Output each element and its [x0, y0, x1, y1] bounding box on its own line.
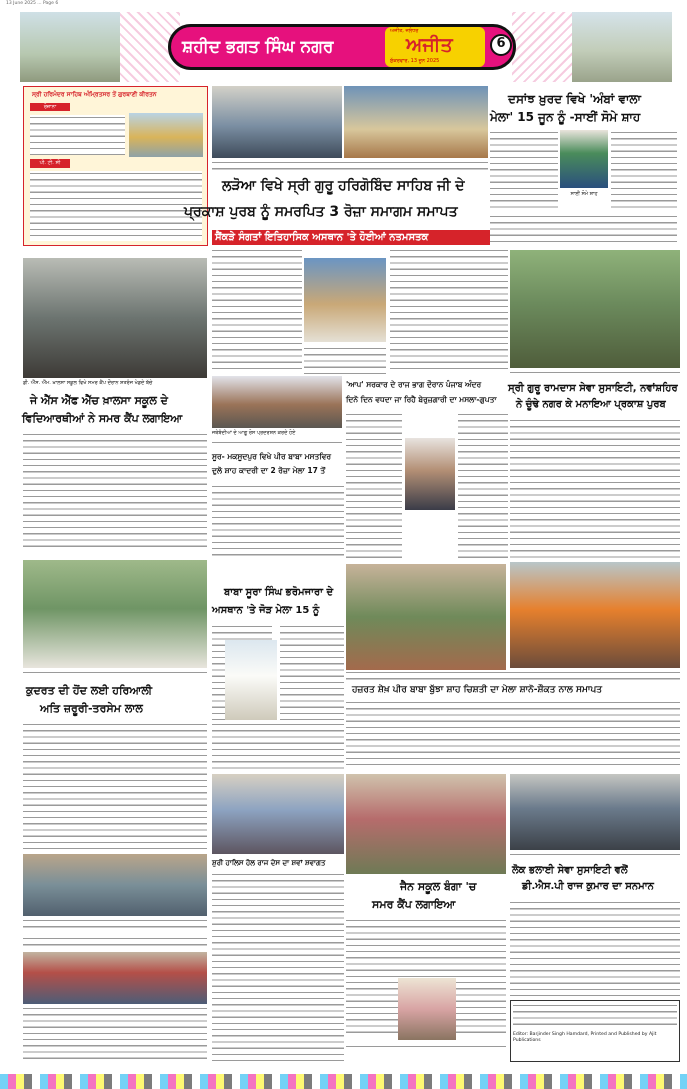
protest-caption: ਜਥੇਬੰਦੀਆਂ ਦੇ ਆਗੂ ਰੋਸ ਪ੍ਰਦਰਸ਼ਨ ਕਰਦੇ ਹੋਏ	[212, 430, 296, 436]
hazrat-photo-2	[510, 562, 680, 668]
main-subhead: ਸੈਂਕੜੇ ਸੰਗਤਾਂ ਇਤਿਹਾਸਿਕ ਅਸਥਾਨ 'ਤੇ ਹੋਈਆਂ ਨਤਮਸਤਕ	[215, 232, 429, 243]
kirtan-caption	[212, 160, 488, 172]
gupta-portrait	[405, 438, 455, 510]
gurbani-box-text	[30, 115, 125, 155]
hazrat-caption	[346, 670, 680, 682]
plantation-photo	[510, 250, 680, 368]
top-right-photo-caption: ਸਾਈਂ ਸੋਮੇ ਸ਼ਾਹ	[570, 191, 598, 197]
left-bottom-text	[23, 1006, 207, 1062]
lok-headline-2: ਡੀ.ਐਸ.ਪੀ ਰਾਜ ਕੁਮਾਰ ਦਾ ਸਨਮਾਨ	[522, 881, 654, 892]
main-article-text-a	[212, 248, 302, 374]
ramdass-text	[510, 418, 680, 558]
golden-temple-image	[129, 113, 203, 157]
footer-note: Editor: Barjinder Singh Hamdard, Printed and Published by Ajit Publications	[513, 1032, 657, 1043]
shuri-photo	[212, 774, 344, 854]
gurbani-box-text-2	[30, 171, 202, 241]
left-headline-1: ਜੇ ਐੱਸ ਐੱਫ ਐੱਚ ਖ਼ਾਲਸਾ ਸਕੂਲ ਦੇ	[30, 394, 168, 407]
kudrat-text	[23, 722, 207, 850]
aap-text-a	[346, 412, 402, 560]
sufi-headline-2: ਦੁਲੋ ਸ਼ਾਹ ਕਾਦਰੀ ਦਾ 2 ਰੋਜ਼ਾ ਮੇਲਾ 17 ਤੋਂ	[212, 466, 326, 475]
main-article-text-b	[304, 346, 386, 374]
kudrat-headline-2: ਅਤਿ ਜ਼ਰੂਰੀ-ਤਰਸੇਮ ਲਾਲ	[40, 702, 143, 715]
lok-caption	[510, 852, 680, 860]
camp-group-photo	[23, 854, 207, 916]
jain-photo	[346, 774, 506, 874]
baba-portrait-photo	[304, 258, 386, 342]
ptc-label: ਪੀ. ਟੀ. ਸੀ	[30, 159, 70, 168]
saai-somee-shah-photo	[560, 130, 608, 188]
aap-headline-1: 'ਆਪ' ਸਰਕਾਰ ਦੇ ਰਾਜ ਭਾਗ ਦੌਰਾਨ ਪੰਜਾਬ ਅੰਦਰ	[346, 380, 482, 389]
protest-photo	[212, 376, 342, 428]
main-headline-1: ਲੜੋਆ ਵਿਖੇ ਸ੍ਰੀ ਗੁਰੂ ਹਰਿਗੋਬਿੰਦ ਸਾਹਿਬ ਜੀ ਦੇ	[222, 178, 465, 194]
masthead-right-photo	[572, 12, 672, 82]
plantation-caption	[510, 370, 680, 378]
top-right-text-c	[490, 214, 677, 246]
masthead-pattern-right	[512, 12, 572, 82]
kirtan-photo	[212, 86, 342, 158]
chess-photo	[23, 258, 207, 378]
chess-caption: ਡੀ. ਐੱਸ. ਐੱਮ. ਖ਼ਾਲਸਾ ਸਕੂਲ ਵਿਖੇ ਸਮਰ ਕੈਂਪ ਦੌਰਾਨ ਸ਼ਤਰੰਜ ਖੇਡਦੇ ਬੱਚੇ	[23, 380, 153, 386]
masthead-paper-name: ਅਜੀਤ	[406, 34, 453, 56]
gurbani-box-sub: ਰੋਜ਼ਾਨਾ	[30, 103, 70, 111]
top-right-headline-1: ਦਸਾਂਝ ਖ਼ੁਰਦ ਵਿਖੇ 'ਅੰਬਾਂ ਵਾਲਾ	[508, 92, 641, 106]
left-headline-2: ਵਿਦਿਆਰਥੀਆਂ ਨੇ ਸਮਰ ਕੈਂਪ ਲਗਾਇਆ	[22, 412, 183, 425]
gurdwara-photo	[225, 640, 277, 720]
masthead-edition: ਅਜੀਤ, ਜਲੰਧਰ	[390, 28, 419, 34]
kudrat-headline-1: ਕੁਦਰਤ ਦੀ ਹੋਂਦ ਲਈ ਹਰਿਆਲੀ	[26, 684, 153, 697]
masthead-title: ਸ਼ਹੀਦ ਭਗਤ ਸਿੰਘ ਨਗਰ	[182, 37, 334, 57]
students-photo	[23, 952, 207, 1004]
footer-box-text	[513, 1003, 677, 1027]
gurbani-box	[23, 86, 208, 246]
page-meta-line: 13 June 2025 ... Page 6	[6, 1, 59, 6]
jain-small-photo	[398, 978, 456, 1040]
gurbani-box-title: ਸ੍ਰੀ ਹਰਿਮੰਦਰ ਸਾਹਿਬ ਅੰਮ੍ਰਿਤਸਰ ਤੋਂ ਗੁਰਬਾਣੀ ਕੀਰਤਨ	[32, 91, 157, 98]
sufi-headline-1: ਸੂਰ- ਮਕਸੂਦਪੁਰ ਵਿਖੇ ਪੀਰ ਬਾਬਾ ਮਸਤਵਿਰ	[212, 452, 332, 461]
masthead-left-photo	[20, 12, 120, 82]
kudrat-caption	[23, 670, 207, 678]
ramdass-headline-1: ਸ੍ਰੀ ਗੁਰੂ ਰਾਮਦਾਸ ਸੇਵਾ ਸੁਸਾਇਟੀ, ਨਵਾਂਸ਼ਹਿਰ	[508, 383, 678, 394]
jain-headline-1: ਜੈਨ ਸਕੂਲ ਬੰਗਾ 'ਚ	[400, 880, 477, 893]
top-right-text-b	[611, 130, 677, 212]
jain-headline-2: ਸਮਰ ਕੈਂਪ ਲਗਾਇਆ	[372, 898, 456, 911]
hazrat-text	[346, 700, 680, 770]
baba-headline-2: ਅਸਥਾਨ 'ਤੇ ਜੋੜ ਮੇਲਾ 15 ਨੂੰ	[212, 605, 320, 616]
ramdass-headline-2: ਨੇ ਚੂੰਢੇ ਨਗਰ ਕੇ ਮਨਾਇਆ ਪ੍ਰਕਾਸ਼ ਪੁਰਬ	[516, 399, 666, 410]
baba-text-c	[212, 722, 344, 770]
top-right-headline-2: ਮੇਲਾ' 15 ਜੂਨ ਨੂੰ -ਸਾਈਂ ਸੋਮੇ ਸ਼ਾਹ	[490, 110, 641, 124]
lok-text	[510, 900, 680, 996]
kudrat-photo	[23, 560, 207, 668]
left-summer-camp-text	[23, 432, 207, 552]
hazrat-headline: ਹਜ਼ਰਤ ਸ਼ੇਖ਼ ਪੀਰ ਬਾਬਾ ਬੁੱਝਾ ਸ਼ਾਹ ਚਿਸ਼ਤੀ ਦਾ ਮੇਲਾ ਸ਼ਾਨੋ-ਸ਼ੌਕਤ ਨਾਲ ਸਮਾਪਤ	[352, 685, 603, 695]
lok-photo	[510, 774, 680, 850]
left-lower-text	[23, 936, 207, 950]
camp-group-caption	[23, 918, 207, 932]
procession-photo	[344, 86, 488, 158]
masthead-date: ਸ਼ੁੱਕਰਵਾਰ, 13 ਜੂਨ 2025	[390, 58, 440, 64]
shuri-text	[212, 872, 344, 1062]
protest-text	[212, 440, 342, 448]
baba-headline-1: ਬਾਬਾ ਸੂਰਾ ਸਿੰਘ ਭਰੋਮਜਾਰਾ ਦੇ	[224, 587, 334, 598]
shuri-headline: ਸ਼ੁਰੀ ਹਾਲਿਸ ਹੋਲ ਰਾਜ ਦੇਸ ਦਾ ਸ਼ਵਾਂ ਸ਼ਵਾਗਤ	[212, 859, 326, 867]
lok-headline-1: ਲੋਕ ਭਲਾਈ ਸੇਵਾ ਸੁਸਾਇਟੀ ਵਲੋਂ	[512, 865, 628, 876]
aap-headline-2: ਦਿਨੋ ਦਿਨ ਵਧਦਾ ਜਾ ਰਿਹੈ ਬੇਰੁਜ਼ਗਾਰੀ ਦਾ ਮਸਲਾ-ਗੁਪਤਾ	[346, 395, 497, 404]
hazrat-photo-1	[346, 564, 506, 670]
main-headline-2: ਪ੍ਰਕਾਸ਼ ਪੁਰਬ ਨੂੰ ਸਮਰਪਿਤ 3 ਰੋਜ਼ਾ ਸਮਾਗਮ ਸਮਾਪਤ	[184, 204, 458, 220]
sufi-text	[212, 484, 344, 556]
top-right-text-a	[490, 130, 558, 212]
baba-text-b	[280, 624, 344, 720]
main-article-text-c	[390, 248, 508, 374]
page-number: 6	[496, 36, 506, 51]
masthead	[20, 12, 672, 82]
jain-caption	[346, 1044, 506, 1052]
registration-strip	[0, 1074, 687, 1089]
aap-text-b	[458, 412, 508, 560]
